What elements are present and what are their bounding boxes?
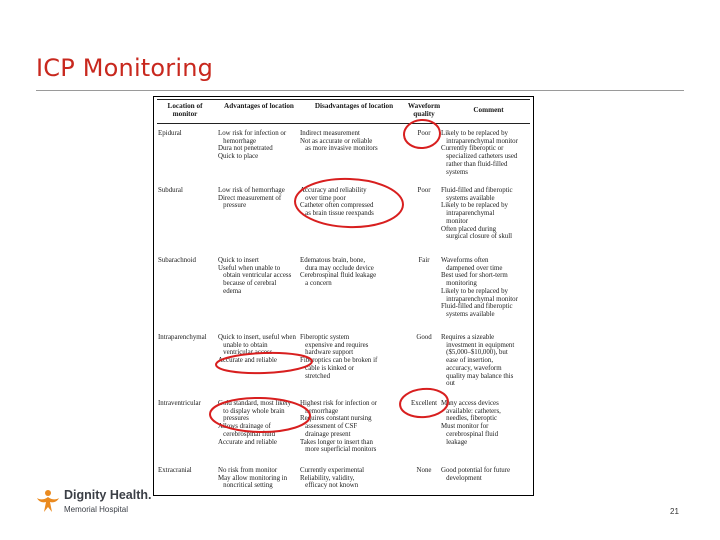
row-subdural-advantages: Low risk of hemorrhage Direct measurement of pressure — [218, 187, 285, 210]
row-intraparenchymal-disadvantages: Fiberoptic system expensive and requires hardware support Fiberoptics can be broken if cable is kinked or stretched — [300, 334, 378, 380]
logo-brand-name: Dignity Health. — [64, 488, 152, 502]
row-subarachnoid-advantages: Quick to insert Useful when unable to obtain ventricular access because of cerebral edema — [218, 257, 292, 295]
row-intraventricular-advantages: Gold standard, most likely to display whole brain pressures Allows drainage of cerebrospinal fluid Accurate and reliable — [218, 400, 292, 446]
row-intraventricular-disadvantages: Highest risk for infection or hemorrhage Requires constant nursing assessment of CSF drainage present Takes longer to insert than more superficial monitors — [300, 400, 377, 454]
header-disadvantages: Disadvantages of location — [314, 102, 394, 110]
row-extracranial-advantages: No risk from monitor May allow monitoring in noncritical setting — [218, 467, 288, 490]
row-extracranial-location: Extracranial — [158, 467, 192, 474]
row-subarachnoid-quality: Fair — [418, 257, 430, 264]
row-intraparenchymal-advantages: Quick to insert, useful when unable to obtain ventricular access Accurate and reliable — [218, 334, 296, 365]
table-header-rule — [157, 123, 530, 124]
icp-monitor-comparison-table — [153, 96, 534, 496]
row-subarachnoid-disadvantages: Edematous brain, bone, dura may occlude device Cerebrospinal fluid leakage a concern — [300, 257, 377, 288]
title-divider — [36, 90, 684, 91]
row-subdural-comment: Fluid-filled and fiberoptic systems available Likely to be replaced by intraparenchymal monitor Often placed during surgical closure of skull — [441, 187, 513, 241]
row-subarachnoid-comment: Waveforms often dampened over time Best used for short-term monitoring Likely to be replaced by intraparenchymal monitor Fluid-filled and fiberoptic systems available — [441, 257, 518, 318]
header-location: Location of monitor — [167, 102, 203, 118]
slide-title: ICP Monitoring — [36, 54, 214, 82]
logo-hospital-name: Memorial Hospital — [64, 505, 129, 514]
row-subdural-quality: Poor — [417, 187, 431, 194]
row-intraventricular-comment: Many access devices available: catheters, needles, fiberoptic Must monitor for cerebrospinal fluid leakage — [441, 400, 501, 446]
header-advantages: Advantages of location — [224, 102, 294, 110]
row-subdural-disadvantages: Accuracy and reliability over time poor Catheter often compressed as brain tissue reexpands — [300, 187, 374, 218]
dignity-health-logo — [34, 488, 164, 518]
row-intraventricular-location: Intraventricular — [158, 400, 201, 407]
row-intraventricular-quality: Excellent — [410, 400, 438, 407]
row-extracranial-quality: None — [416, 467, 432, 474]
row-epidural-disadvantages: Indirect measurement Not as accurate or reliable as more invasive monitors — [300, 130, 378, 153]
row-epidural-quality: Poor — [417, 130, 431, 137]
row-extracranial-comment: Good potential for future development — [441, 467, 511, 482]
dignity-health-emblem-icon — [34, 488, 62, 516]
row-intraparenchymal-comment: Requires a sizeable investment in equipment ($5,000–$10,000), but ease of insertion, accuracy, waveform quality may balance this out — [441, 334, 515, 388]
header-comment: Comment — [473, 106, 504, 114]
row-extracranial-disadvantages: Currently experimental Reliability, validity, efficacy not known — [300, 467, 365, 490]
row-epidural-advantages: Low risk for infection or hemorrhage Dura not penetrated Quick to place — [218, 130, 287, 161]
header-waveform-quality: Waveform quality — [407, 102, 441, 118]
row-intraparenchymal-quality: Good — [416, 334, 432, 341]
page-number: 21 — [670, 507, 679, 516]
table-top-rule — [157, 99, 530, 100]
row-subdural-location: Subdural — [158, 187, 183, 194]
row-intraparenchymal-location: Intraparenchymal — [158, 334, 207, 341]
row-subarachnoid-location: Subarachnoid — [158, 257, 196, 264]
row-epidural-comment: Likely to be replaced by intraparenchymal monitor Currently fiberoptic or specialized catheters used rather than fluid-filled systems — [441, 130, 518, 176]
row-epidural-location: Epidural — [158, 130, 182, 137]
